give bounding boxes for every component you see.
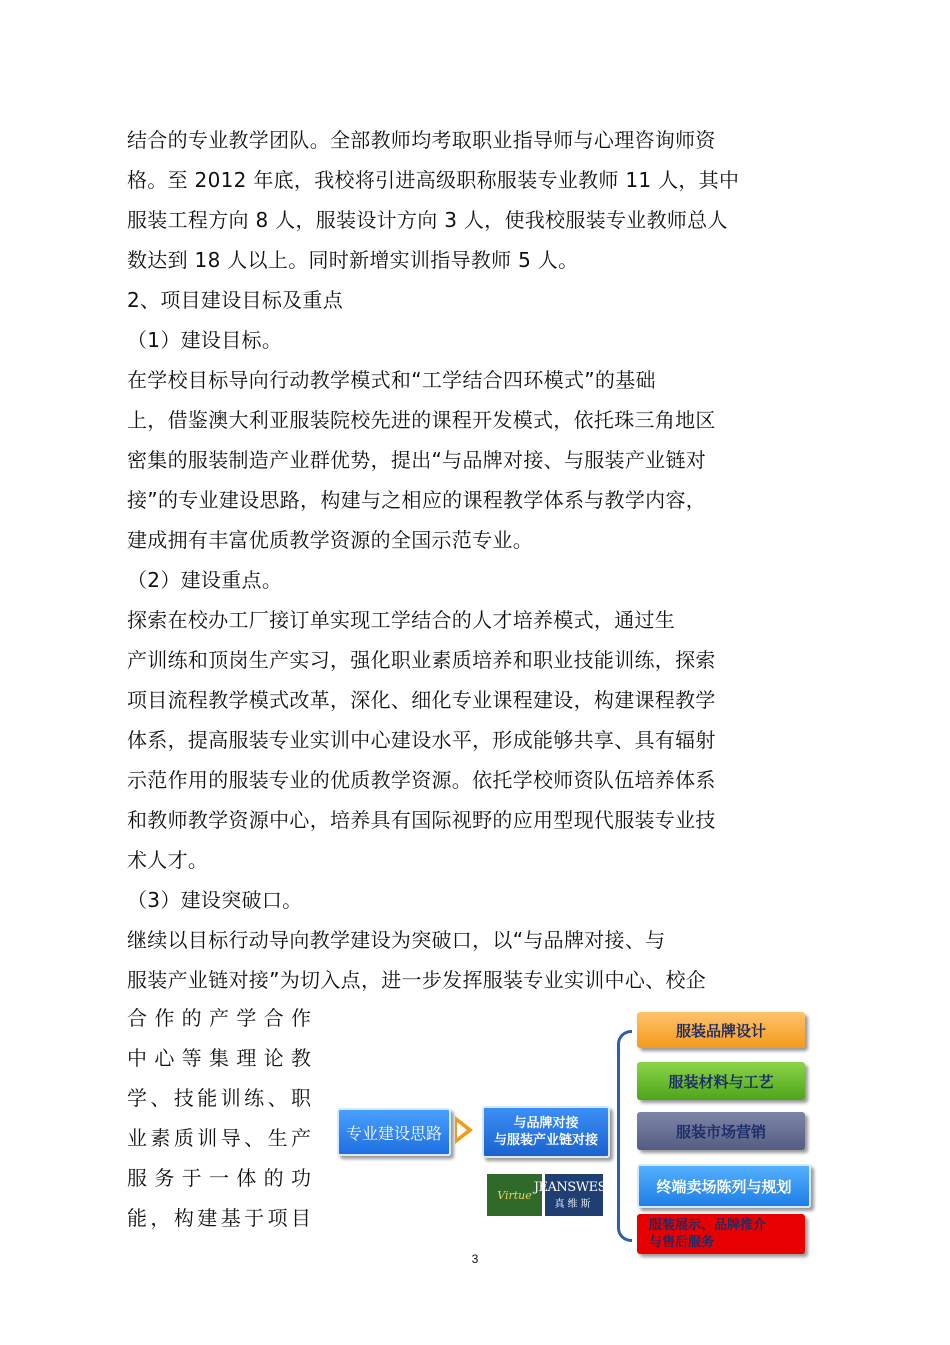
- section-heading: 2、项目建设目标及重点: [127, 288, 344, 312]
- construction-ideas-diagram: [335, 1010, 815, 1260]
- wrapped-line: 服务于一体的功: [127, 1166, 311, 1190]
- paragraph-line: 探索在校办工厂接订单实现工学结合的人才培养模式，通过生: [127, 608, 676, 632]
- paragraph-line: 项目流程教学模式改革，深化、细化专业课程建设，构建课程教学: [127, 688, 716, 712]
- paragraph-line: 密集的服装制造产业群优势，提出“与品牌对接、与服装产业链对: [127, 448, 707, 472]
- item-after-sales: [637, 1214, 805, 1254]
- wrapped-line: 业素质训导、生产: [127, 1126, 311, 1150]
- docking-box: [482, 1106, 610, 1158]
- paragraph-line: 数达到 18 人以上。同时新增实训指导教师 5 人。: [127, 248, 579, 272]
- virtue-logo: Virtue: [487, 1174, 542, 1216]
- item-brand-design: 服装品牌设计: [637, 1012, 805, 1048]
- item-store-display: 终端卖场陈列与规划: [637, 1164, 811, 1208]
- docking-line-2: 与服装产业链对接: [493, 1133, 598, 1148]
- paragraph-line: 在学校目标导向行动教学模式和“工学结合四环模式”的基础: [127, 368, 656, 392]
- docking-line-1: 与品牌对接: [513, 1116, 579, 1131]
- paragraph-line: 格。至 2012 年底，我校将引进高级职称服装专业教师 11 人，其中: [127, 168, 740, 192]
- paragraph-line: 术人才。: [127, 848, 209, 872]
- paragraph-line: 服装产业链对接”为切入点，进一步发挥服装专业实训中心、校企: [127, 968, 707, 992]
- left-brace: [617, 1030, 632, 1242]
- subsection-heading: （2）建设重点。: [127, 568, 283, 592]
- jeanswest-logo-text: JEANSWEST: [533, 1180, 615, 1195]
- paragraph-line: 产训练和顶岗生产实习，强化职业素质培养和职业技能训练，探索: [127, 648, 716, 672]
- after-sales-line-1: 服装展示、品牌推介: [649, 1218, 767, 1233]
- item-marketing: 服装市场营销: [637, 1112, 805, 1150]
- subsection-heading: （3）建设突破口。: [127, 888, 303, 912]
- paragraph-line: 体系，提高服装专业实训中心建设水平，形成能够共享、具有辐射: [127, 728, 716, 752]
- after-sales-line-2: 与售后服务: [649, 1235, 715, 1250]
- paragraph-line: 和教师教学资源中心，培养具有国际视野的应用型现代服装专业技: [127, 808, 716, 832]
- arrow-inner-icon: [457, 1122, 467, 1138]
- subsection-heading: （1）建设目标。: [127, 328, 283, 352]
- paragraph-line: 示范作用的服装专业的优质教学资源。依托学校师资队伍培养体系: [127, 768, 716, 792]
- jeanswest-logo: [533, 1174, 615, 1216]
- jeanswest-logo-cn: 真维斯: [554, 1199, 594, 1210]
- item-materials-craft: 服装材料与工艺: [637, 1062, 805, 1100]
- wrapped-line: 学、技能训练、职: [127, 1086, 311, 1110]
- paragraph-line: 继续以目标行动导向教学建设为突破口，以“与品牌对接、与: [127, 928, 666, 952]
- wrapped-line: 中心等集理论教: [127, 1046, 311, 1070]
- construction-idea-box: 专业建设思路: [337, 1108, 451, 1156]
- wrapped-paragraph: [127, 1004, 317, 1244]
- paragraph-line: 服装工程方向 8 人，服装设计方向 3 人，使我校服装专业教师总人: [127, 208, 728, 232]
- paragraph-line: 结合的专业教学团队。全部教师均考取职业指导师与心理咨询师资: [127, 128, 716, 152]
- wrapped-line: 合作的产学合作: [127, 1006, 311, 1030]
- paragraph-line: 接”的专业建设思路，构建与之相应的课程教学体系与教学内容，: [127, 488, 707, 512]
- paragraph-line: 建成拥有丰富优质教学资源的全国示范专业。: [127, 528, 533, 552]
- wrapped-line: 能，构建基于项目: [127, 1206, 311, 1230]
- paragraph-line: 上，借鉴澳大利亚服装院校先进的课程开发模式，依托珠三角地区: [127, 408, 716, 432]
- page-number: 3: [471, 1252, 479, 1266]
